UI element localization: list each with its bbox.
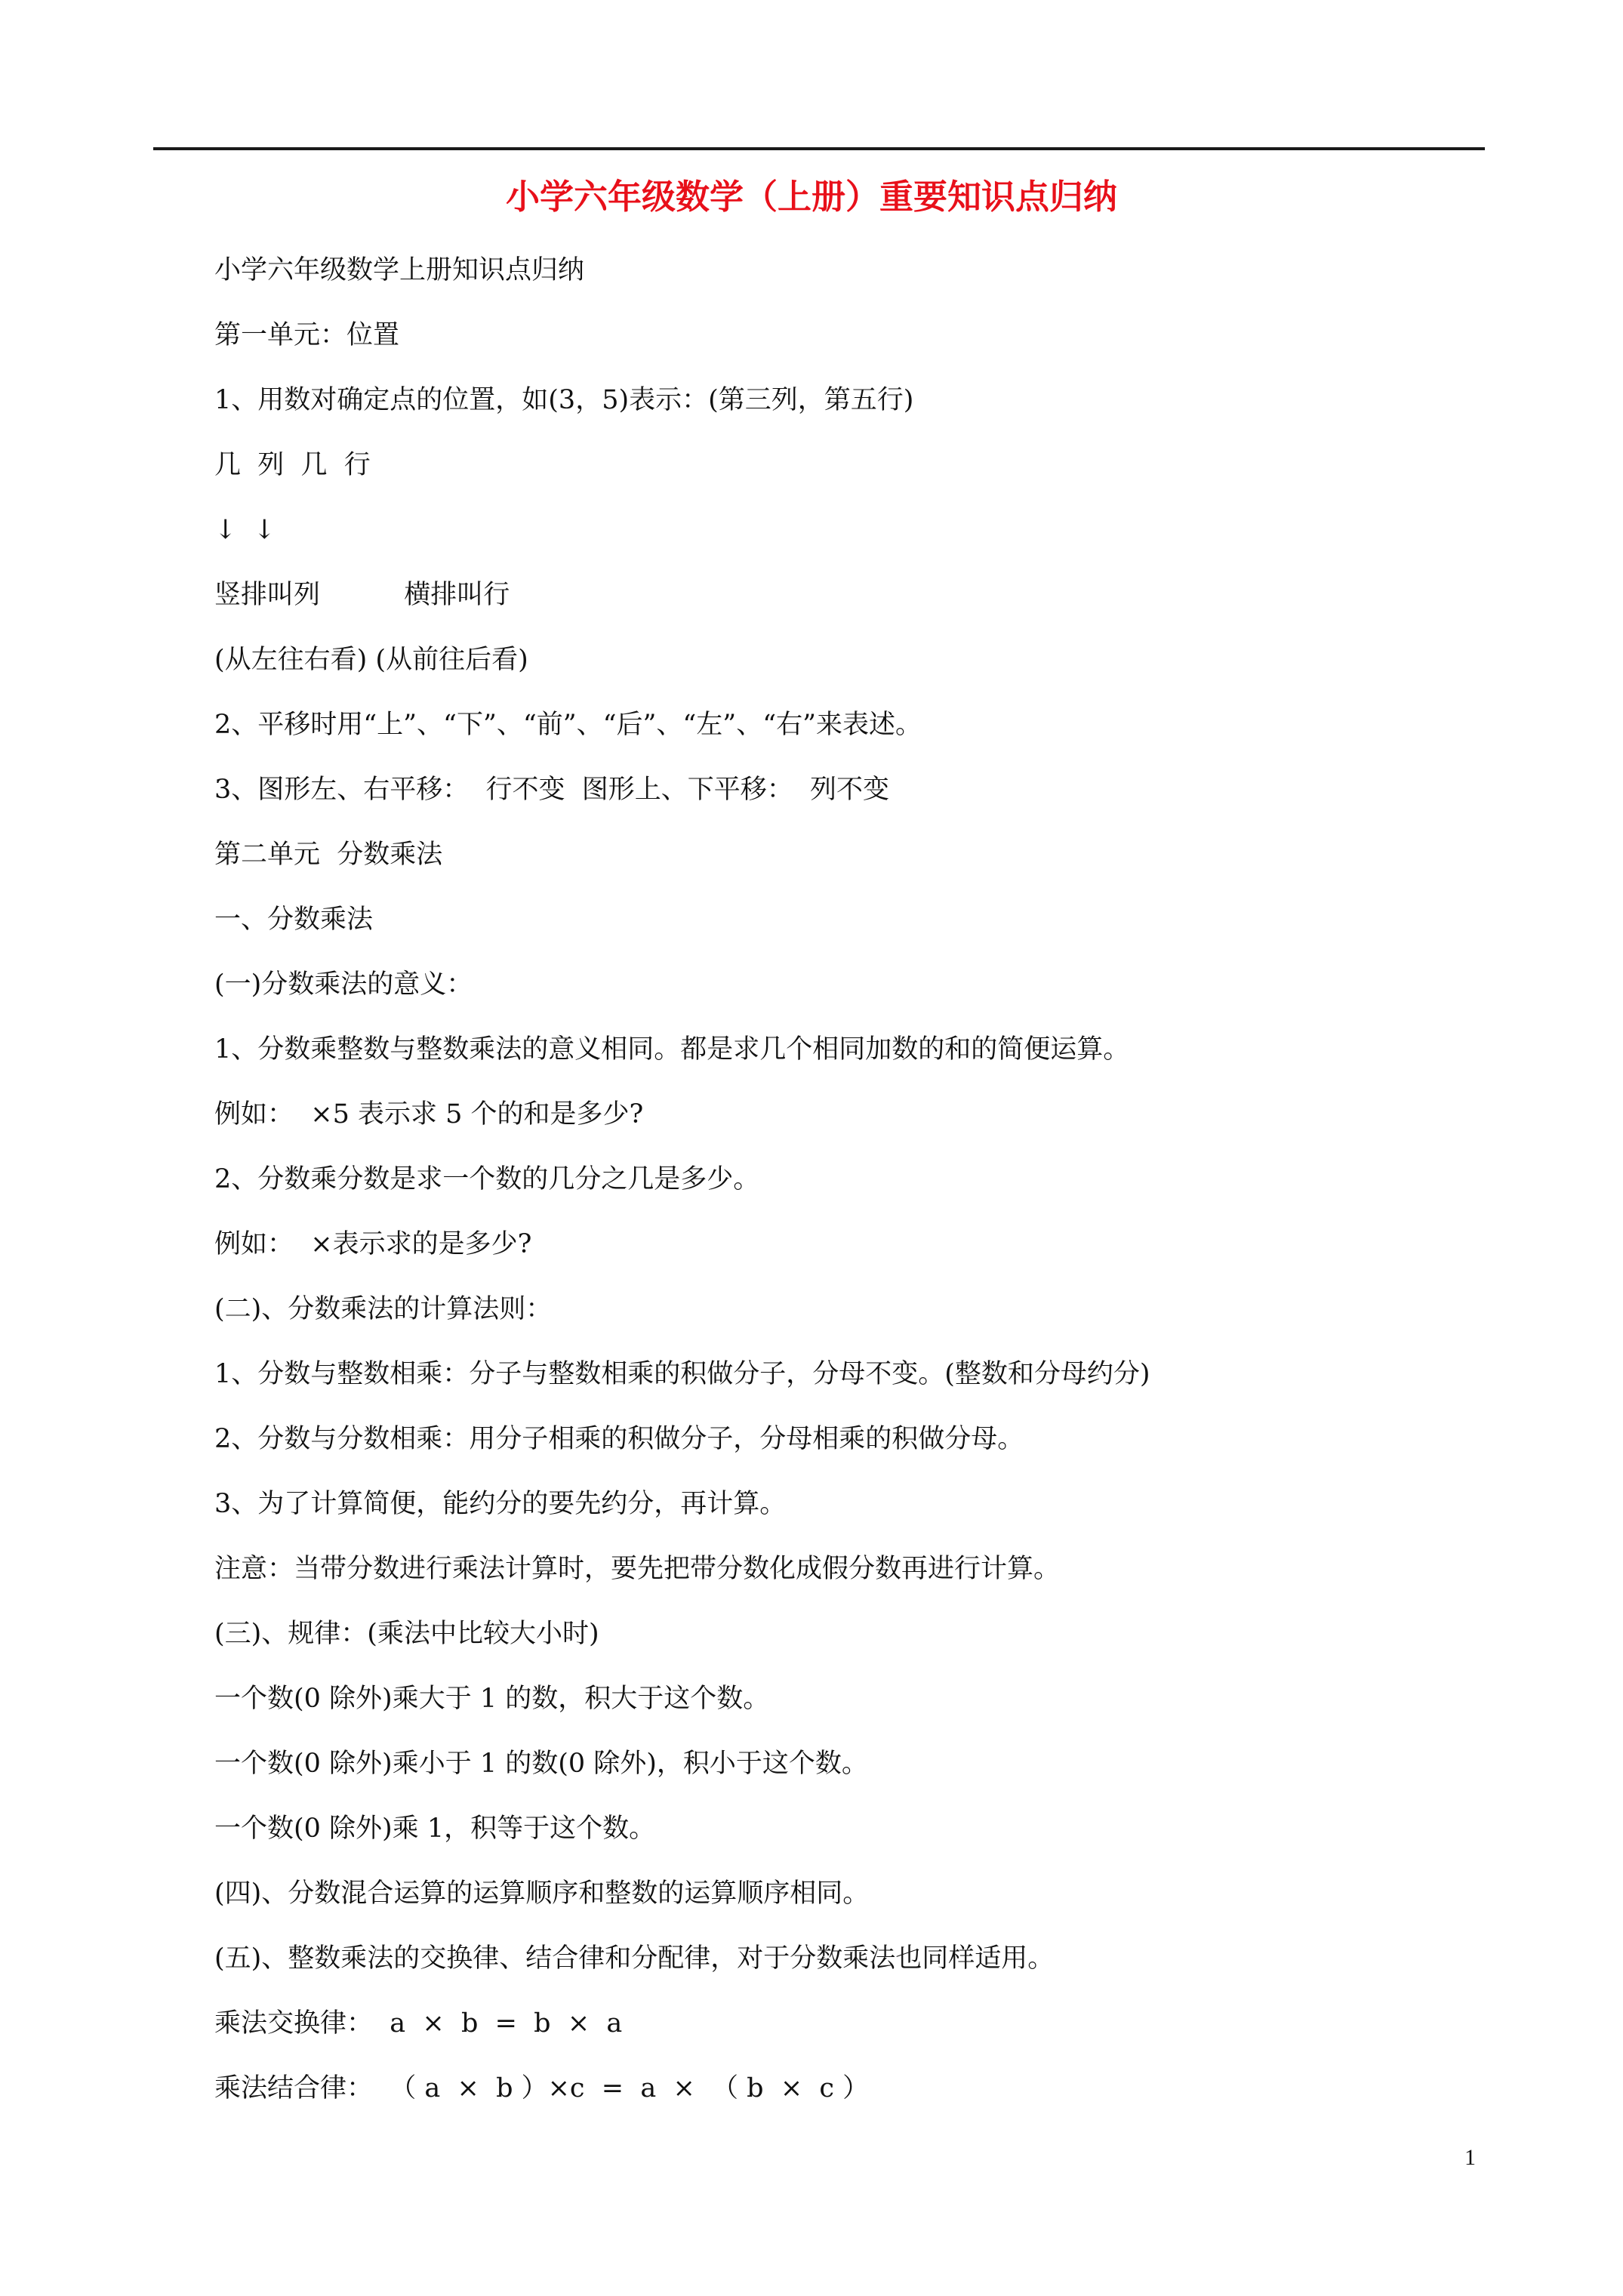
- subsection-heading: (四)、分数混合运算的运算顺序和整数的运算顺序相同。: [214, 1878, 870, 1909]
- note-line: 注意：当带分数进行乘法计算时，要先把带分数化成假分数再进行计算。: [214, 1554, 1061, 1584]
- section-heading: 第一单元：位置: [214, 320, 400, 350]
- subsection-heading: (二)、分数乘法的计算法则：: [214, 1294, 553, 1324]
- formula-line: 乘法交换律： a × b = b × a: [214, 2008, 623, 2039]
- text-line: 几 列 几 行: [214, 450, 371, 480]
- text-line: 小学六年级数学上册知识点归纳: [214, 255, 585, 285]
- text-line: 竖排叫列 横排叫行: [214, 580, 510, 610]
- subsection-heading: (五)、整数乘法的交换律、结合律和分配律，对于分数乘法也同样适用。: [214, 1943, 1055, 1974]
- page-number: 1: [1464, 2145, 1476, 2170]
- text-line: 2、分数与分数相乘：用分子相乘的积做分子，分母相乘的积做分母。: [214, 1424, 1024, 1454]
- text-line: 2、分数乘分数是求一个数的几分之几是多少。: [214, 1164, 760, 1194]
- text-line: 1、分数与整数相乘：分子与整数相乘的积做分子，分母不变。(整数和分母约分): [214, 1359, 1150, 1389]
- subsection-heading: (一)分数乘法的意义：: [214, 969, 473, 1000]
- text-line: 1、分数乘整数与整数乘法的意义相同。都是求几个相同加数的和的简便运算。: [214, 1034, 1130, 1065]
- text-line: 1、用数对确定点的位置，如(3，5)表示：(第三列，第五行): [214, 385, 914, 415]
- down-arrows: ↓ ↓: [214, 515, 276, 545]
- text-line: 2、平移时用“上”、“下”、“前”、“后”、“左”、“右”来表述。: [214, 710, 922, 740]
- text-line: 3、为了计算简便，能约分的要先约分，再计算。: [214, 1489, 787, 1519]
- document-title: 小学六年级数学（上册）重要知识点归纳: [505, 177, 1117, 217]
- text-line: (从左往右看) (从前往后看): [214, 645, 528, 675]
- header-rule: [153, 147, 1485, 150]
- formula-line: 乘法结合律： （ a × b ）×c = a × （ b × c ）: [214, 2073, 870, 2103]
- example-line: 例如： ×5 表示求 5 个的和是多少?: [214, 1099, 644, 1130]
- example-line: 例如： ×表示求的是多少?: [214, 1229, 532, 1259]
- text-line: 3、图形左、右平移： 行不变 图形上、下平移： 列不变: [214, 775, 890, 805]
- subsection-heading: (三)、规律：(乘法中比较大小时): [214, 1619, 599, 1649]
- text-line: 一个数(0 除外)乘 1，积等于这个数。: [214, 1814, 656, 1844]
- text-line: 一个数(0 除外)乘大于 1 的数，积大于这个数。: [214, 1684, 770, 1714]
- document-body: [214, 251, 1498, 2134]
- section-heading: 第二单元 分数乘法: [214, 840, 443, 870]
- subsection-heading: 一、分数乘法: [214, 905, 374, 935]
- text-line: 一个数(0 除外)乘小于 1 的数(0 除外)，积小于这个数。: [214, 1749, 868, 1779]
